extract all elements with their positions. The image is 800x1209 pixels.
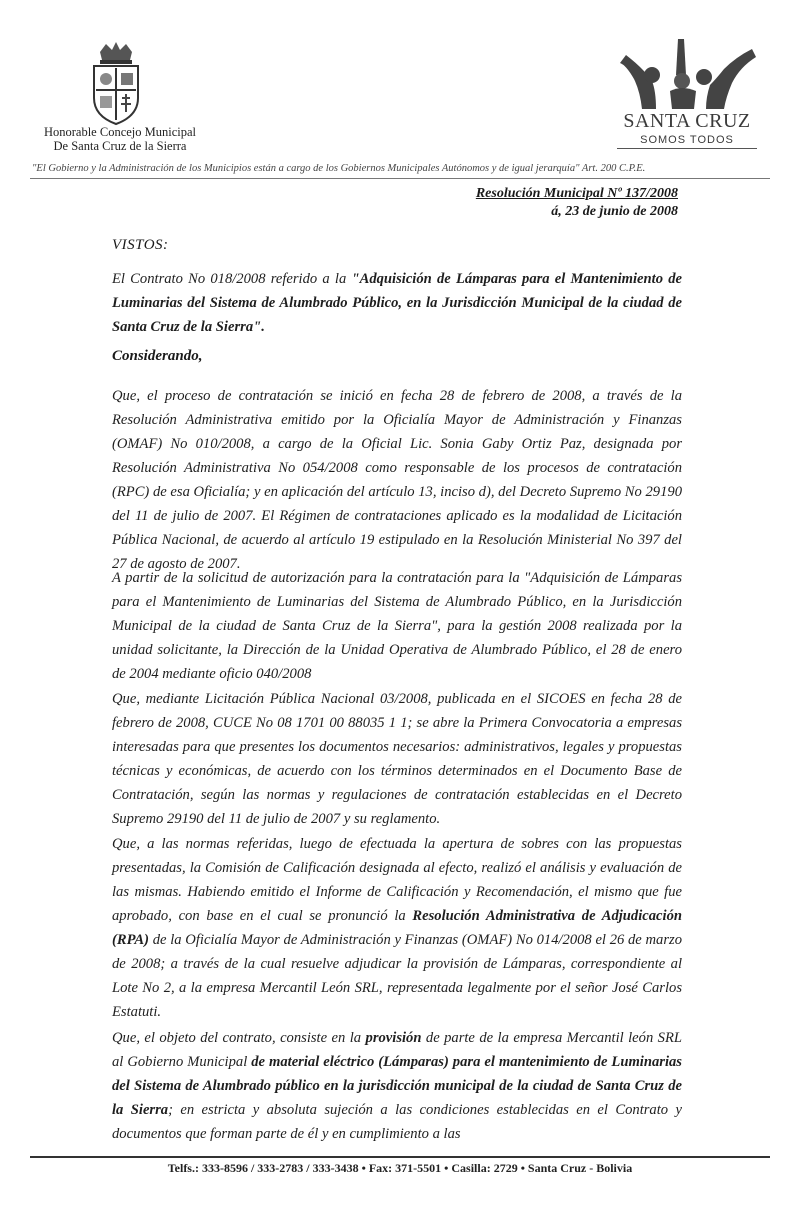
p6-bold-d: de material eléctrico (Lámparas) para el mantenimiento de Luminarias del Sistema de Alumbrado público en la jurisdicción municipal de la ciudad de Santa Cruz de la Sierra [112,1054,682,1118]
paragraph-request: A partir de la solicitud de autorización para la contratación para la "Adquisición de Lámparas para el Mantenimiento de Luminarias del Sistema de Alumbrado Público, en la Jurisdicción Municipal de la ciudad de Santa Cruz de la Sierra", para la gestión 2008 realizada por la unidad solicitante, la Dirección de la Unidad Operativa de Alumbrado Público, el 28 de enero de 2004 mediante oficio 040/2008 [112,570,682,682]
considerando-heading: Considerando, [112,348,203,364]
resolution-title: Resolución Municipal Nº 137/2008 [475,186,678,201]
constitution-quote: "El Gobierno y la Administración de los Municipios están a cargo de los Gobiernos Municipales Autónomos y de igual jerarquía" Art. 200 C.P.E. [32,163,646,174]
logo-title: SANTA CRUZ [623,110,751,132]
paragraph-object [112,1026,682,1146]
p5-text-c: de la Oficialía Mayor de Administración y Finanzas (OMAF) No 014/2008 el 26 de marzo de 2008; a través de la cual resuelve adjudicar la provisión de Lámparas, correspondiente al Lote No 2, a la empresa Mercantil León SRL, representada legalmente por el señor José Carlos Estatuti. [112,932,682,1020]
footer-divider [30,1156,770,1158]
p6-bold-b: provisión [365,1030,422,1046]
p1-text: El Contrato No 018/2008 referido a la [112,271,352,287]
p1-bold: "Adquisición de Lámparas para el Mantenimiento de Luminarias del Sistema de Alumbrado Público, en la Jurisdicción Municipal de la ciudad de Santa Cruz de la Sierra". [112,271,682,335]
footer-contact: Telfs.: 333-8596 / 333-2783 / 333-3438 • Fax: 371-5501 • Casilla: 2729 • Santa Cruz - Bolivia [167,1161,633,1175]
p6-text-a: Que, el objeto del contrato, consiste en la [112,1030,366,1046]
paragraph-adjudication [112,832,682,1024]
p5-bold: Resolución Administrativa de Adjudicación (RPA) [112,908,682,948]
council-line-2: De Santa Cruz de la Sierra [53,139,187,153]
council-line-1: Honorable Concejo Municipal [43,125,197,139]
coat-of-arms-icon [86,42,146,126]
santa-cruz-logo-icon [612,35,764,119]
p6-text-e: ; en estricta y absoluta sujeción a las condiciones establecidas en el Contrato y documentos que forman parte de él y en cumplimiento a las [112,1102,682,1142]
logo-subtitle: SOMOS TODOS [640,134,734,146]
header-divider [30,178,770,179]
paragraph-process: Que, el proceso de contratación se inició en fecha 28 de febrero de 2008, a través de la Resolución Administrativa emitido por la Oficialía Mayor de Administración y Finanzas (OMAF) No 010/2008, a cargo de la Oficial Lic. Sonia Gaby Ortiz Paz, designada por Resolución Administrativa No 054/2008 como responsable de los procesos de contratación (RPC) de esa Oficialía; y en aplicación del artículo 13, inciso d), del Decreto Supremo No 29190 del 11 de julio de 2007. El Régimen de contrataciones aplicado es la modalidad de Licitación Pública Nacional, de acuerdo al artículo 19 estipulado en la Resolución Ministerial No 397 del 27 de agosto de 2007. [112,388,682,572]
council-name [20,125,220,153]
vistos-heading: VISTOS: [112,237,169,253]
paragraph-tender: Que, mediante Licitación Pública Nacional 03/2008, publicada en el SICOES en fecha 28 de febrero de 2008, CUCE No 08 1701 00 88035 1 1; se abre la Primera Convocatoria a empresas interesadas para que presentes los documentos necesarios: administrativos, legales y propuestas técnicas y económicas, de acuerdo con los términos determinados en el Documento Base de Contratación, según las normas y regulaciones de contratación establecidas en el Decreto Supremo 29190 del 11 de julio de 2007 y su reglamento. [112,691,682,827]
p5-text-a: Que, a las normas referidas, luego de efectuada la apertura de sobres con las propuestas presentadas, la Comisión de Calificación designada al efecto, realizó el análisis y evaluación de las mismas. Habiendo emitido el Informe de Calificación y Recomendación, el mismo que fue aprobado, con base en el cual se pronunció la [112,836,682,924]
logo-divider [617,148,757,149]
p6-text-c: de parte de la empresa Mercantil león SRL al Gobierno Municipal [112,1030,682,1070]
paragraph-contract [112,267,682,339]
resolution-date: á, 23 de junio de 2008 [551,204,678,219]
